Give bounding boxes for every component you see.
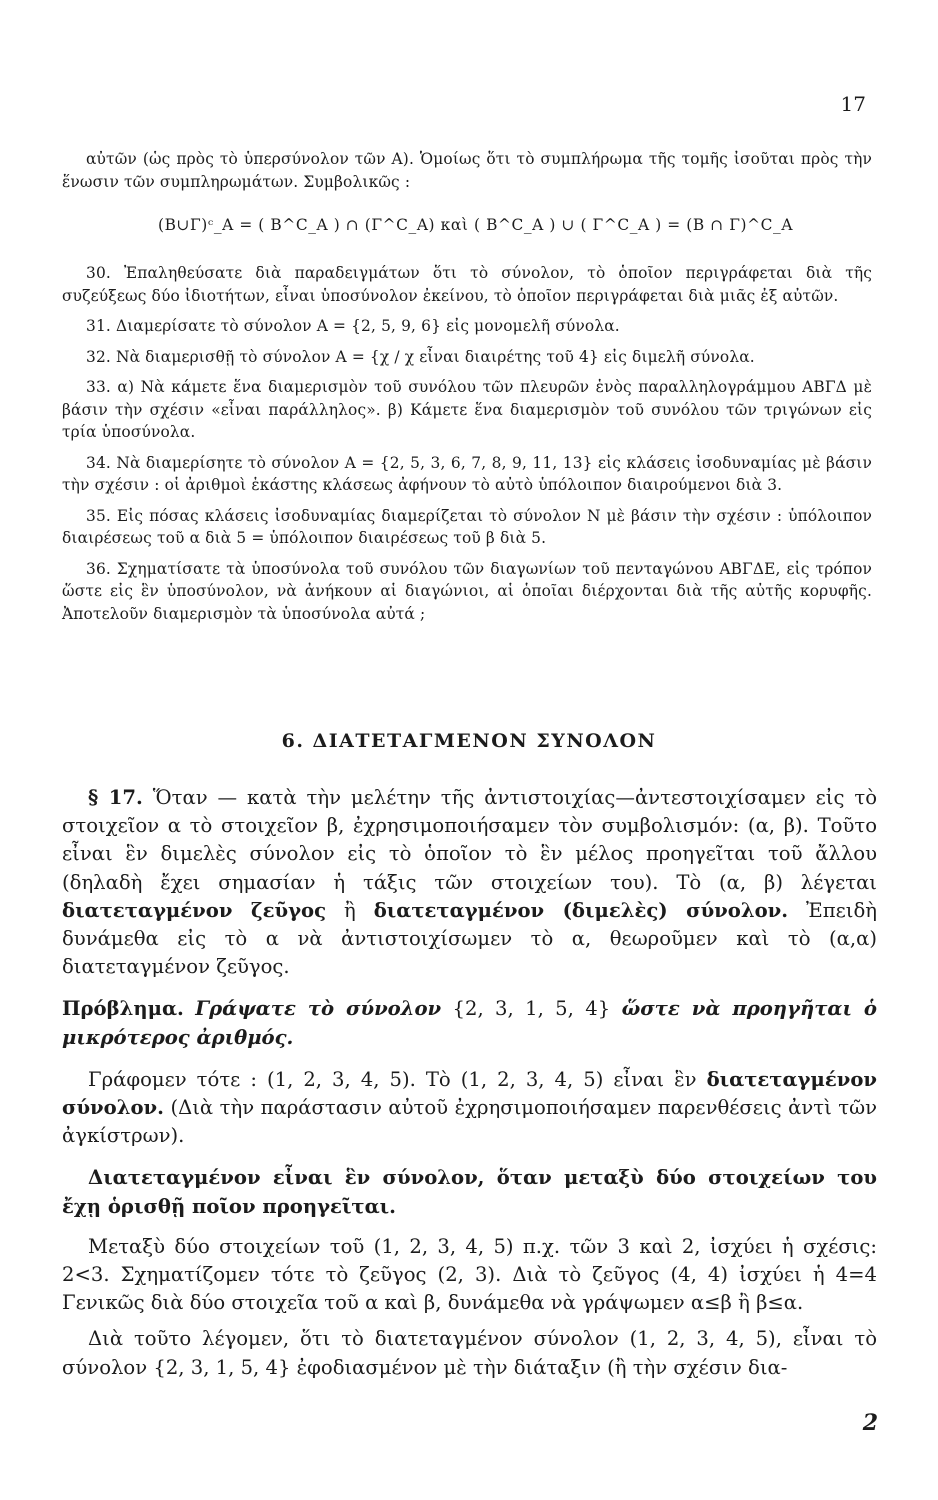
set-formula-block bbox=[62, 214, 872, 237]
term-ordered-pair: διατεταγμένον ζεῦγος bbox=[62, 898, 327, 922]
term-ordered-set: διατεταγμένον (διμελὲς) σύνολον. bbox=[373, 898, 789, 922]
exercise-32: 32. Νὰ διαμερισθῇ τὸ σύνολον Α = {χ / χ εἶναι διαιρέτης τοῦ 4} εἰς διμελῆ σύνολα. bbox=[86, 347, 755, 366]
signature-number: 2 bbox=[862, 1410, 878, 1436]
exercise-34: 34. Νὰ διαμερίσητε τὸ σύνολον Α = {2, 5, 3, 6, 7, 8, 9, 11, 13} εἰς κλάσεις ἰσοδυναμίας μὲ βάσιν τὴν σχέσιν : οἱ ἀριθμοὶ ἑκάστης κλάσεως ἀφήνουν τὸ αὐτὸ ὑπόλοιπον διαιρούμενοι διὰ 3. bbox=[62, 453, 872, 494]
problem-statement: Πρόβλημα. Γράψατε τὸ σύνολον {2, 3, 1, 5, 4} ὥστε νὰ προηγῆται ὁ μικρότερος ἀριθμός. bbox=[62, 997, 877, 1049]
exercise-31: 31. Διαμερίσατε τὸ σύνολον Α = {2, 5, 9, 6} εἰς μονομελῆ σύνολα. bbox=[86, 317, 620, 335]
exercise-35: 35. Εἰς πόσας κλάσεις ἰσοδυναμίας διαμερίζεται τὸ σύνολον Ν μὲ βάσιν τὴν σχέσιν : ὑπόλοιπον διαιρέσεως τοῦ α διὰ 5 = ὑπόλοιπον διαιρέσεως τοῦ β διὰ 5. bbox=[62, 506, 872, 547]
definition: Διατεταγμένον εἶναι ἓν σύνολον, ὅταν μεταξὺ δύο στοιχείων του ἔχῃ ὁρισθῇ ποῖον προηγεῖται. bbox=[62, 1166, 877, 1218]
section-heading: 6. ΔΙΑΤΕΤΑΓΜΕΝΟΝ ΣΥΝΟΛΟΝ bbox=[281, 730, 657, 752]
de-morgan-formula: (Β∪Γ)ᶜ_A = ( Β^C_A ) ∩ (Γ^C_A) καὶ ( Β^C_A ) ∪ ( Γ^C_A ) = (Β ∩ Γ)^C_A bbox=[158, 216, 794, 234]
exercise-29-continuation: αὐτῶν (ὡς πρὸς τὸ ὑπερσύνολον τῶν Α). Ὁμοίως ὅτι τὸ συμπλήρωμα τῆς τομῆς ἰσοῦται πρὸς τὴν ἕνωσιν τῶν συμπληρωμάτων. Συμβολικῶς : bbox=[62, 150, 872, 191]
section-body bbox=[62, 784, 877, 1382]
exercise-36: 36. Σχηματίσατε τὰ ὑποσύνολα τοῦ συνόλου τῶν διαγωνίων τοῦ πενταγώνου ΑΒΓΔΕ, εἰς τρόπον ὥστε εἰς ἓν ὑποσύνολον, νὰ ἀνήκουν αἱ διαγώνιοι, αἱ ὁποῖαι διέρχονται διὰ τῆς αὐτῆς κορυφῆς. Ἀποτελοῦν διαμερισμὸν τὰ ὑποσύνολα αὐτά ; bbox=[62, 559, 872, 623]
problem-solution: Γράφομεν τότε : (1, 2, 3, 4, 5). Τὸ (1, 2, 3, 4, 5) εἶναι ἓν διατεταγμένον σύνολον. (Διὰ τὴν παράστασιν αὐτοῦ ἐχρησιμοποιήσαμεν παρενθέσεις ἀντὶ τῶν ἀγκίστρων). bbox=[62, 1067, 877, 1148]
paragraph-conclusion: Διὰ τοῦτο λέγομεν, ὅτι τὸ διατεταγμένον σύνολον (1, 2, 3, 4, 5), εἶναι τὸ σύνολον {2, 3, 1, 5, 4} ἐφοδιασμένον μὲ τὴν διάταξιν (ἢ τὴν σχέσιν δια- bbox=[62, 1327, 877, 1379]
paragraph-17: § 17. Ὅταν — κατὰ τὴν μελέτην τῆς ἀντιστοιχίας—ἀντεστοιχίσαμεν εἰς τὸ στοιχεῖον α τὸ στοιχεῖον β, ἐχρησιμοποιήσαμεν τὸν συμβολισμόν: (α, β). Τοῦτο εἶναι ἓν διμελὲς σύνολον εἰς τὸ ὁποῖον τὸ ἓν μέλος προηγεῖται τοῦ ἄλλου (δηλαδὴ ἔχει σημασίαν ἡ τάξις τῶν στοιχείων του). Τὸ (α, β) λέγεται διατεταγμένον ζεῦγος ἢ διατεταγμένον (διμελὲς) σύνολον. Ἐπειδὴ δυνάμεθα εἰς τὸ α νὰ ἀντιστοιχίσωμεν τὸ α, θεωροῦμεν καὶ τὸ (α,α) διατεταγμένον ζεῦγος. bbox=[62, 786, 878, 979]
exercise-33: 33. α) Νὰ κάμετε ἕνα διαμερισμὸν τοῦ συνόλου τῶν πλευρῶν ἑνὸς παραλληλογράμμου ΑΒΓΔ μὲ βάσιν τὴν σχέσιν «εἶναι παράλληλος». β) Κάμετε ἕνα διαμερισμὸν τοῦ συνόλου τῶν τριγώνων εἰς τρία ὑποσύνολα. bbox=[62, 378, 872, 441]
page-number: 17 bbox=[840, 92, 866, 116]
exercise-list bbox=[62, 262, 872, 625]
exercise-30: 30. Ἐπαληθεύσατε διὰ παραδειγμάτων ὅτι τὸ σύνολον, τὸ ὁποῖον περιγράφεται διὰ τῆς συζεύξεως δύο ἰδιοτήτων, εἶναι ὑποσύνολον ἐκείνου, τὸ ὁποῖον περιγράφεται διὰ μιᾶς ἐξ αὐτῶν. bbox=[62, 264, 872, 305]
problem-label: Πρόβλημα. bbox=[62, 997, 184, 1021]
paragraph-comparison: Μεταξὺ δύο στοιχείων τοῦ (1, 2, 3, 4, 5) π.χ. τῶν 3 καὶ 2, ἰσχύει ἡ σχέσις: 2<3. Σχηματίζομεν τότε τὸ ζεῦγος (2, 3). Διὰ τὸ ζεῦγος (4, 4) ἰσχύει ἡ 4=4 Γενικῶς διὰ δύο στοιχεῖα τοῦ α καὶ β, δυνάμεθα νὰ γράψωμεν α≤β ἢ β≤α. bbox=[62, 1234, 877, 1315]
paragraph-mark: § 17. bbox=[88, 786, 143, 809]
exercise-block-top bbox=[62, 148, 872, 193]
